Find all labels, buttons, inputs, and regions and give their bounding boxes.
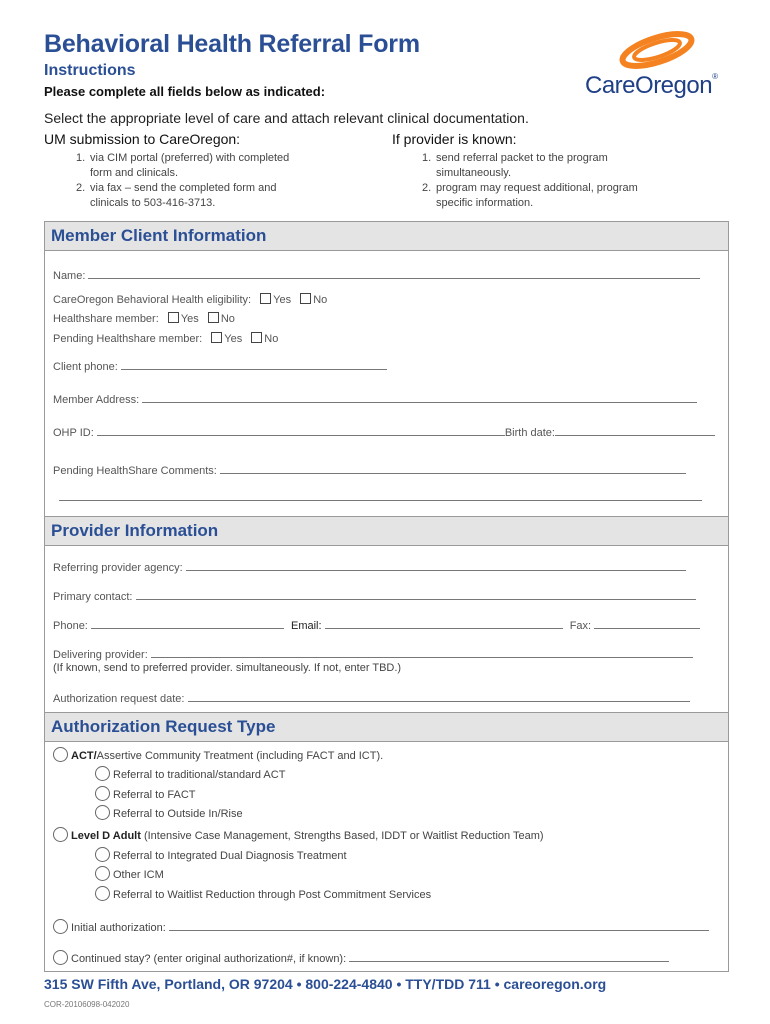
continued-stay-field[interactable] <box>349 951 669 962</box>
act-sub-option[interactable]: Referral to Outside In/Rise <box>95 805 243 820</box>
list-item: 2. via fax – send the completed form and <box>76 182 277 194</box>
iddt-radio[interactable] <box>95 847 110 862</box>
level-d-sub-option[interactable]: Other ICM <box>95 866 164 881</box>
delivering-provider-field[interactable]: Delivering provider: <box>53 647 693 661</box>
act-sub-option[interactable]: Referral to FACT <box>95 786 196 801</box>
initial-auth-radio[interactable] <box>53 919 68 934</box>
um-submission-heading: UM submission to CareOregon: <box>44 131 241 147</box>
eligibility-yes-checkbox[interactable] <box>260 293 271 304</box>
healthshare-row: Healthshare member: Yes No <box>53 313 235 325</box>
pending-comments-field[interactable]: Pending HealthShare Comments: <box>53 463 686 477</box>
act-option[interactable]: ACT/Assertive Community Treatment (including FACT and ICT). <box>53 747 383 762</box>
client-phone-field[interactable]: Client phone: <box>53 359 387 373</box>
waitlist-reduction-radio[interactable] <box>95 886 110 901</box>
list-item-cont: clinicals to 503-416-3713. <box>90 197 216 209</box>
provider-email-field[interactable] <box>325 618 563 629</box>
healthshare-no-checkbox[interactable] <box>208 312 219 323</box>
provider-fax-field[interactable] <box>594 618 700 629</box>
list-item: 1. via CIM portal (preferred) with completed <box>76 152 290 164</box>
act-radio[interactable] <box>53 747 68 762</box>
pending-healthshare-row: Pending Healthshare member: Yes No <box>53 333 279 345</box>
eligibility-no-checkbox[interactable] <box>300 293 311 304</box>
phone-email-fax-row: Phone: Email: Fax: <box>53 618 700 632</box>
initial-authorization-option[interactable]: Initial authorization: <box>53 919 709 934</box>
please-complete-text: Please complete all fields below as indicated: <box>44 84 326 99</box>
provider-known-heading: If provider is known: <box>392 131 517 147</box>
list-item: 1. send referral packet to the program <box>422 152 608 164</box>
continued-stay-radio[interactable] <box>53 950 68 965</box>
form-code: COR-20106098-042020 <box>44 1000 130 1009</box>
act-sub-option[interactable]: Referral to traditional/standard ACT <box>95 766 285 781</box>
authorization-heading: Authorization Request Type <box>45 713 728 742</box>
eligibility-row: CareOregon Behavioral Health eligibility: Yes No <box>53 294 328 306</box>
referring-agency-field[interactable]: Referring provider agency: <box>53 560 686 574</box>
member-client-heading: Member Client Information <box>45 222 728 251</box>
act-outside-in-radio[interactable] <box>95 805 110 820</box>
provider-section <box>44 516 729 714</box>
level-d-sub-option[interactable]: Referral to Integrated Dual Diagnosis Treatment <box>95 847 347 862</box>
ohp-birth-row: OHP ID: Birth date: <box>53 425 715 439</box>
authorization-section <box>44 712 729 972</box>
list-item-cont: specific information. <box>436 197 534 209</box>
comments-line-2[interactable] <box>53 490 702 504</box>
auth-request-date-field[interactable]: Authorization request date: <box>53 691 690 705</box>
initial-auth-field[interactable] <box>169 920 709 931</box>
delivering-note: (If known, send to preferred provider. simultaneously. If not, enter TBD.) <box>53 662 402 674</box>
select-level-text: Select the appropriate level of care and attach relevant clinical documentation. <box>44 110 529 126</box>
form-title: Behavioral Health Referral Form <box>44 30 420 58</box>
member-address-field[interactable]: Member Address: <box>53 392 697 406</box>
name-field[interactable]: Name: <box>53 268 700 282</box>
continued-stay-option[interactable]: Continued stay? (enter original authorization#, if known): <box>53 950 669 965</box>
pending-yes-checkbox[interactable] <box>211 332 222 343</box>
instructions-heading: Instructions <box>44 62 136 79</box>
footer-address: 315 SW Fifth Ave, Portland, OR 97204 • 800-224-4840 • TTY/TDD 711 • careoregon.org <box>44 976 607 992</box>
level-d-radio[interactable] <box>53 827 68 842</box>
careoregon-logo-icon <box>614 28 700 72</box>
logo-text: CareOregon <box>585 72 713 99</box>
list-item-cont: simultaneously. <box>436 167 511 179</box>
member-client-section <box>44 221 729 518</box>
provider-heading: Provider Information <box>45 517 728 546</box>
list-item: 2. program may request additional, program <box>422 182 638 194</box>
act-fact-radio[interactable] <box>95 786 110 801</box>
provider-phone-field[interactable] <box>91 618 284 629</box>
primary-contact-field[interactable]: Primary contact: <box>53 589 696 603</box>
other-icm-radio[interactable] <box>95 866 110 881</box>
level-d-sub-option[interactable]: Referral to Waitlist Reduction through Post Commitment Services <box>95 886 431 901</box>
healthshare-yes-checkbox[interactable] <box>168 312 179 323</box>
birth-date-field[interactable] <box>555 425 715 436</box>
logo-wordmark <box>585 72 717 100</box>
pending-no-checkbox[interactable] <box>251 332 262 343</box>
registered-mark: ® <box>712 72 718 81</box>
list-item-cont: form and clinicals. <box>90 167 179 179</box>
um-submission-list <box>76 151 336 211</box>
level-d-option[interactable]: Level D Adult (Intensive Case Management, Strengths Based, IDDT or Waitlist Reduction Team) <box>53 827 544 842</box>
provider-known-list <box>422 151 702 211</box>
act-traditional-radio[interactable] <box>95 766 110 781</box>
ohp-id-field[interactable] <box>97 425 505 436</box>
